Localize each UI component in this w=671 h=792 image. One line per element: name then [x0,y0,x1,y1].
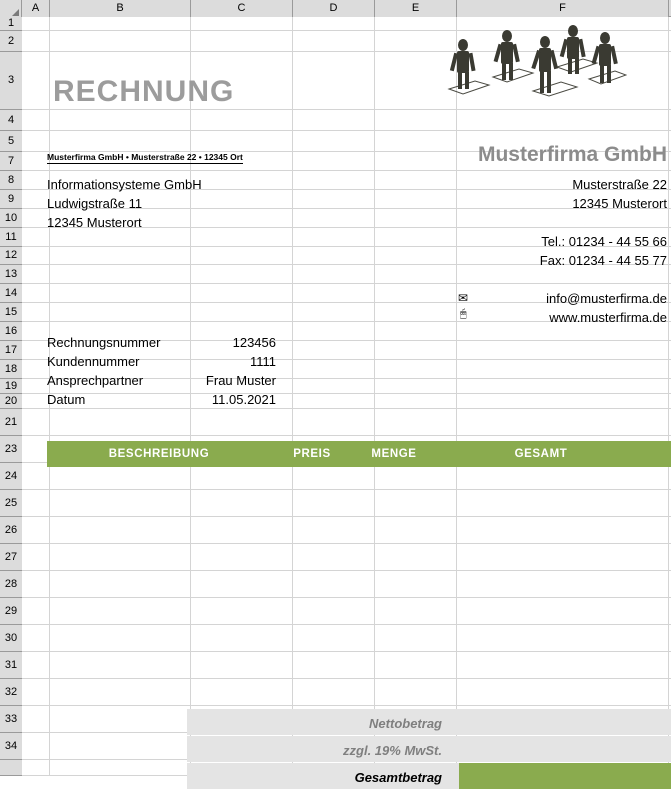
cell-D11[interactable] [293,228,375,246]
cell-A5[interactable] [22,131,50,151]
cell-D19[interactable] [293,379,375,393]
grid-row[interactable] [22,517,671,544]
row-header-25[interactable]: 25 [0,490,22,517]
sender-address-line: Musterfirma GmbH • Musterstraße 22 • 12345 Ort [47,152,243,162]
cell-C21[interactable] [191,409,293,435]
cell-B11[interactable] [50,228,191,246]
cell-A17[interactable] [22,341,50,359]
cell-F21[interactable] [457,409,669,435]
grid-row[interactable] [22,463,671,490]
cell-A1[interactable] [22,17,50,30]
grid-row[interactable] [22,652,671,679]
cell-D1[interactable] [293,17,375,30]
cell-D8[interactable] [293,171,375,189]
cell-A19[interactable] [22,379,50,393]
row-header-21[interactable]: 21 [0,409,22,436]
cell-C12[interactable] [191,247,293,264]
cell-B21[interactable] [50,409,191,435]
cell-A30[interactable] [22,625,50,651]
company-title: Musterfirma GmbH [477,143,667,166]
cell-C2[interactable] [191,31,293,51]
cell-A15[interactable] [22,303,50,321]
cell-E16[interactable] [375,322,457,340]
meta-label-datum: Datum [47,392,86,407]
cell-F27[interactable] [457,544,669,570]
meta-value-rechnungsnummer: 123456 [232,335,276,350]
column-label-beschreibung: BESCHREIBUNG [108,448,210,460]
row-header-2[interactable]: 2 [0,31,22,52]
column-header-f[interactable]: F [457,0,669,17]
cell-D31[interactable] [293,652,375,678]
column-label-menge: MENGE [371,448,417,460]
row-header-9[interactable]: 9 [0,190,22,209]
cell-A2[interactable] [22,31,50,51]
meta-value-ansprechpartner: Frau Muster [205,373,276,388]
cell-A8[interactable] [22,171,50,189]
cell-D14[interactable] [293,284,375,302]
cell-B12[interactable] [50,247,191,264]
cell-C9[interactable] [191,190,293,208]
cell-A3[interactable] [22,52,50,109]
row-header-31[interactable]: 31 [0,652,22,679]
invoice-heading: RECHNUNG [53,75,235,108]
cell-D30[interactable] [293,625,375,651]
cell-F20[interactable] [457,394,669,408]
cell-A33[interactable] [22,706,50,732]
row-header-26[interactable]: 26 [0,517,22,544]
cell-E26[interactable] [375,517,457,543]
row-header-16[interactable]: 16 [0,322,22,341]
cell-E20[interactable] [375,394,457,408]
cell-B1[interactable] [50,17,191,30]
cell-D4[interactable] [293,110,375,130]
cell-B13[interactable] [50,265,191,283]
cell-C5[interactable] [191,131,293,151]
row-header-28[interactable]: 28 [0,571,22,598]
cell-C4[interactable] [191,110,293,130]
cell-E27[interactable] [375,544,457,570]
cell-A24[interactable] [22,463,50,489]
cell-D25[interactable] [293,490,375,516]
people-illustration-logo [437,15,627,120]
meta-label-rechnungsnummer: Rechnungsnummer [47,335,161,350]
row-header-27[interactable]: 27 [0,544,22,571]
row-header-7[interactable]: 7 [0,152,22,171]
cell-C13[interactable] [191,265,293,283]
cell-E18[interactable] [375,360,457,378]
contact-phone: Tel.: 01234 - 44 55 66 [541,234,667,249]
row-header-10[interactable]: 10 [0,209,22,228]
cell-C11[interactable] [191,228,293,246]
cell-B29[interactable] [50,598,191,624]
cell-E21[interactable] [375,409,457,435]
cell-E17[interactable] [375,341,457,359]
cell-C32[interactable] [191,679,293,705]
row-header-29[interactable]: 29 [0,598,22,625]
cell-A31[interactable] [22,652,50,678]
cell-D5[interactable] [293,131,375,151]
grid-row[interactable] [22,571,671,598]
contact-city: 12345 Musterort [572,196,667,211]
cell-C15[interactable] [191,303,293,321]
cell-C29[interactable] [191,598,293,624]
cell-B30[interactable] [50,625,191,651]
cell-E28[interactable] [375,571,457,597]
cell-B[interactable] [50,760,191,775]
grand-total-value-cell [459,763,671,789]
cell-F26[interactable] [457,517,669,543]
cell-B5[interactable] [50,131,191,151]
grid-row[interactable] [22,394,671,409]
cell-A13[interactable] [22,265,50,283]
cell-A12[interactable] [22,247,50,264]
cell-F10[interactable] [457,209,669,227]
cell-D20[interactable] [293,394,375,408]
row-header-11[interactable]: 11 [0,228,22,247]
cell-B4[interactable] [50,110,191,130]
column-header-d[interactable]: D [293,0,375,17]
grid-row[interactable] [22,409,671,436]
cell-A28[interactable] [22,571,50,597]
row-header-30[interactable]: 30 [0,625,22,652]
contact-email[interactable]: info@musterfirma.de [546,291,667,306]
recipient-line-1: Informationsysteme GmbH [47,177,202,192]
cell-B34[interactable] [50,733,191,759]
mouse-pointer-icon: 🖱 [460,308,467,320]
cell-F17[interactable] [457,341,669,359]
cell-C25[interactable] [191,490,293,516]
cell-A34[interactable] [22,733,50,759]
cell-C8[interactable] [191,171,293,189]
cell-E32[interactable] [375,679,457,705]
cell-D26[interactable] [293,517,375,543]
select-all-corner[interactable] [0,0,22,17]
grid-row[interactable] [22,490,671,517]
cell-F30[interactable] [457,625,669,651]
row-header-15[interactable]: 15 [0,303,22,322]
cell-A18[interactable] [22,360,50,378]
cell-F18[interactable] [457,360,669,378]
row-header-4[interactable]: 4 [0,110,22,131]
cell-C1[interactable] [191,17,293,30]
row-header-20[interactable]: 20 [0,394,22,409]
row-header-34[interactable]: 34 [0,733,22,760]
cell-D27[interactable] [293,544,375,570]
cell-D16[interactable] [293,322,375,340]
row-header-23[interactable]: 23 [0,436,22,463]
cell-F31[interactable] [457,652,669,678]
row-header-5[interactable]: 5 [0,131,22,152]
cell-E5[interactable] [375,131,457,151]
net-total-label: Nettobetrag [369,716,442,731]
cell-C27[interactable] [191,544,293,570]
cell-C30[interactable] [191,625,293,651]
row-header-12[interactable]: 12 [0,247,22,265]
row-header-24[interactable]: 24 [0,463,22,490]
cell-A[interactable] [22,760,50,775]
cell-A23[interactable] [22,436,50,462]
row-header-32[interactable]: 32 [0,679,22,706]
cell-D13[interactable] [293,265,375,283]
contact-web[interactable]: www.musterfirma.de [549,310,667,325]
row-header-8[interactable]: 8 [0,171,22,190]
cell-D17[interactable] [293,341,375,359]
cell-E10[interactable] [375,209,457,227]
meta-label-kundennummer: Kundennummer [47,354,140,369]
vat-label: zzgl. 19% MwSt. [343,743,442,758]
row-header-3[interactable]: 3 [0,52,22,110]
cell-A4[interactable] [22,110,50,130]
column-label-preis: PREIS [293,448,331,460]
cell-C10[interactable] [191,209,293,227]
cell-E31[interactable] [375,652,457,678]
column-label-gesamt: GESAMT [514,448,568,460]
cell-D32[interactable] [293,679,375,705]
row-header-18[interactable]: 18 [0,360,22,379]
cell-D10[interactable] [293,209,375,227]
cell-A27[interactable] [22,544,50,570]
cell-B31[interactable] [50,652,191,678]
meta-label-ansprechpartner: Ansprechpartner [47,373,144,388]
row-header-13[interactable]: 13 [0,265,22,284]
row-header-14[interactable]: 14 [0,284,22,303]
cell-A16[interactable] [22,322,50,340]
cell-D7[interactable] [293,152,375,170]
grid-row[interactable] [22,544,671,571]
grand-total-label: Gesamtbetrag [354,770,442,785]
row-header-17[interactable]: 17 [0,341,22,360]
cell-F28[interactable] [457,571,669,597]
grid-row[interactable] [22,598,671,625]
cell-A11[interactable] [22,228,50,246]
cell-B15[interactable] [50,303,191,321]
cell-E7[interactable] [375,152,457,170]
cell-A7[interactable] [22,152,50,170]
cell-D18[interactable] [293,360,375,378]
cell-B2[interactable] [50,31,191,51]
cell-D29[interactable] [293,598,375,624]
cell-A29[interactable] [22,598,50,624]
row-header-1[interactable]: 1 [0,17,22,31]
meta-value-datum: 11.05.2021 [211,392,276,407]
cell-E30[interactable] [375,625,457,651]
cell-E29[interactable] [375,598,457,624]
cell-grid[interactable] [22,17,671,792]
cell-E19[interactable] [375,379,457,393]
cell-B32[interactable] [50,679,191,705]
cell-B27[interactable] [50,544,191,570]
recipient-line-2: Ludwigstraße 11 [47,196,143,211]
cell-A10[interactable] [22,209,50,227]
cell-F32[interactable] [457,679,669,705]
cell-A32[interactable] [22,679,50,705]
column-header-e[interactable]: E [375,0,457,17]
cell-C28[interactable] [191,571,293,597]
cell-A9[interactable] [22,190,50,208]
row-header-blank[interactable] [0,760,22,776]
contact-street: Musterstraße 22 [572,177,667,192]
items-table-header [47,441,671,467]
cell-B33[interactable] [50,706,191,732]
cell-B28[interactable] [50,571,191,597]
envelope-icon: ✉ [458,291,469,305]
cell-E25[interactable] [375,490,457,516]
row-header-column[interactable] [0,17,22,776]
cell-D3[interactable] [293,52,375,109]
cell-F25[interactable] [457,490,669,516]
cell-F29[interactable] [457,598,669,624]
cell-A20[interactable] [22,394,50,408]
column-header-c[interactable]: C [191,0,293,17]
cell-D2[interactable] [293,31,375,51]
cell-F19[interactable] [457,379,669,393]
recipient-line-3: 12345 Musterort [47,215,142,230]
cell-D9[interactable] [293,190,375,208]
row-header-33[interactable]: 33 [0,706,22,733]
cell-E13[interactable] [375,265,457,283]
cell-B26[interactable] [50,517,191,543]
cell-A14[interactable] [22,284,50,302]
column-header-b[interactable]: B [50,0,191,17]
column-header-a[interactable]: A [22,0,50,17]
cell-C31[interactable] [191,652,293,678]
grid-row[interactable] [22,679,671,706]
row-header-19[interactable]: 19 [0,379,22,394]
meta-value-kundennummer: 1111 [249,354,276,369]
cell-C14[interactable] [191,284,293,302]
cell-B14[interactable] [50,284,191,302]
cell-D15[interactable] [293,303,375,321]
cell-D21[interactable] [293,409,375,435]
cell-D28[interactable] [293,571,375,597]
cell-C26[interactable] [191,517,293,543]
grid-row[interactable] [22,625,671,652]
cell-A21[interactable] [22,409,50,435]
cell-D12[interactable] [293,247,375,264]
contact-fax: Fax: 01234 - 44 55 77 [539,253,667,268]
cell-A25[interactable] [22,490,50,516]
cell-B25[interactable] [50,490,191,516]
cell-A26[interactable] [22,517,50,543]
